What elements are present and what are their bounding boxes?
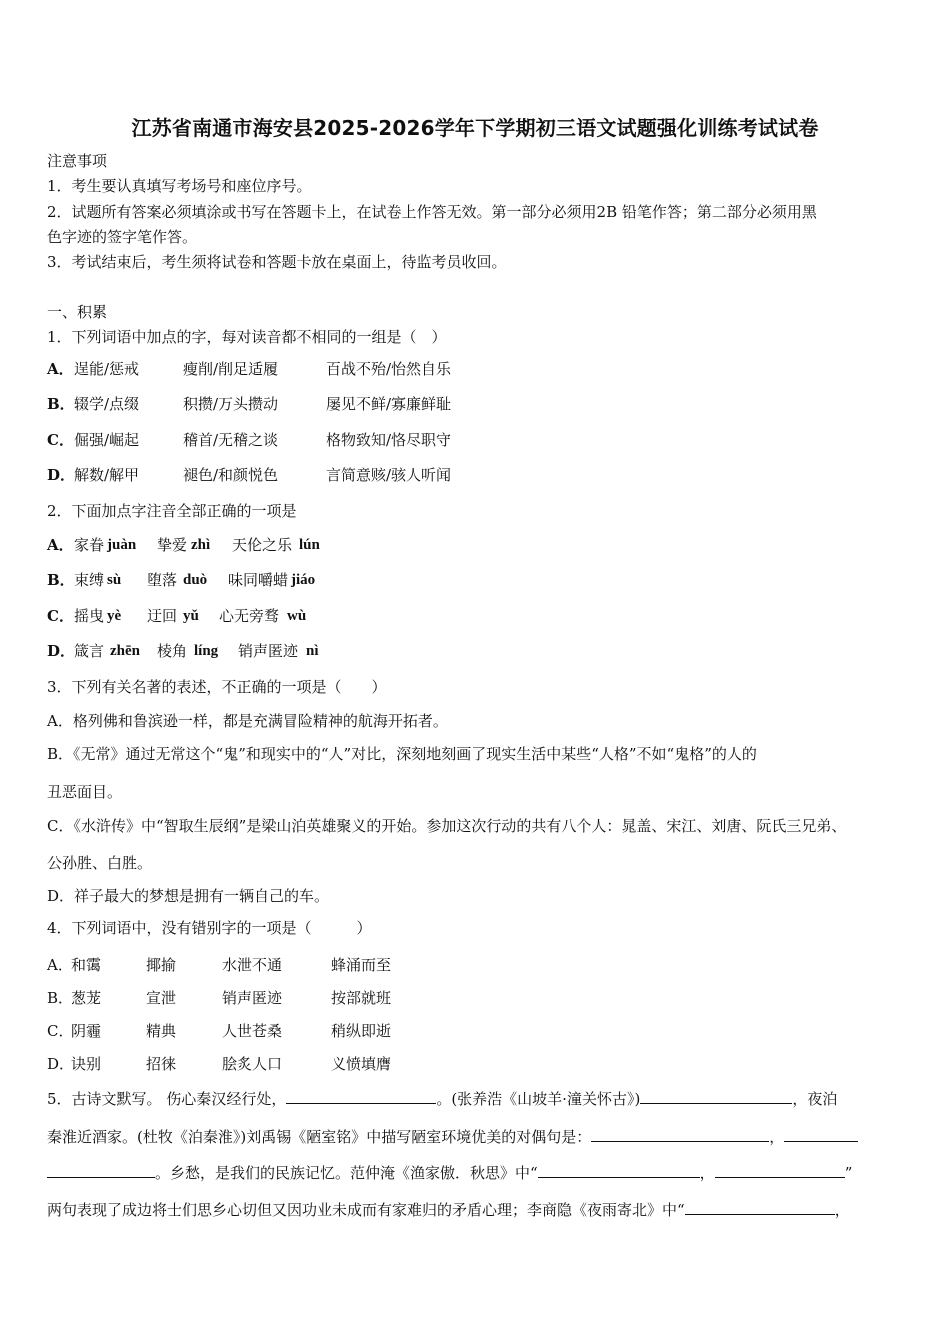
option-col: 倔强/崛起	[74, 431, 140, 449]
q3-option-b: B．《无常》通过无常这个“鬼”和现实中的“人”对比，深刻地刻画了现实生活中某些“人格”不如“鬼格”的人的	[47, 745, 757, 763]
option-label: C．	[47, 1022, 74, 1040]
option-word: 味同嚼蜡	[228, 571, 289, 589]
option-col: 褪色/和颜悦色	[183, 466, 279, 484]
option-col: 按部就班	[331, 989, 392, 1007]
option-pinyin: yè	[107, 608, 122, 624]
option-pinyin: zhì	[191, 537, 211, 553]
option-col: 逞能/惩戒	[74, 360, 140, 378]
notice-item-2-cont: 色字迹的签字笔作答。	[47, 228, 198, 246]
page-title: 江苏省南通市海安县2025-2026学年下学期初三语文试题强化训练考试试卷	[131, 116, 819, 140]
option-label: C．	[47, 431, 74, 449]
option-label: D．	[47, 466, 76, 484]
q5-text: 秦淮近酒家。(杜牧《泊秦淮》)刘禹锡《陋室铭》中描写陋室环境优美的对偶句是：	[47, 1128, 592, 1146]
option-col: 水泄不通	[222, 956, 283, 974]
option-word: 棱角	[157, 642, 188, 660]
q4-option-a	[47, 955, 392, 975]
answer-blank[interactable]	[640, 1089, 792, 1104]
option-col: 阴霾	[71, 1022, 102, 1040]
option-pinyin: duò	[183, 572, 208, 588]
q5-text: 两句表现了成边将士们思乡心切但又因功业未成而有家难归的矛盾心理；李商隐《夜雨寄北》中“	[47, 1201, 685, 1219]
option-word: 家眷	[74, 536, 105, 554]
q5-text: ，	[699, 1164, 715, 1182]
option-word: 天伦之乐	[232, 536, 293, 554]
option-word: 心无旁骛	[219, 607, 280, 625]
option-col: 销声匿迹	[222, 989, 283, 1007]
section-heading: 一、积累	[47, 303, 108, 321]
q1-option-c	[47, 430, 452, 450]
option-word: 迂回	[147, 607, 178, 625]
q3-stem: 3．下列有关名著的表述，不正确的一项是（ ）	[47, 678, 387, 696]
q5-text: 5．古诗文默写。 伤心秦汉经行处，	[47, 1090, 287, 1108]
answer-blank[interactable]	[538, 1163, 700, 1178]
q2-option-a	[47, 535, 320, 555]
q5-line-2	[47, 1127, 858, 1147]
answer-blank[interactable]	[591, 1127, 769, 1142]
option-col: 宣泄	[146, 989, 177, 1007]
option-col: 稍纵即逝	[331, 1022, 392, 1040]
q1-stem: 1．下列词语中加点的字，每对读音都不相同的一组是（ ）	[47, 328, 447, 346]
option-col: 精典	[146, 1022, 177, 1040]
option-col: 和霭	[71, 956, 102, 974]
q5-text: 。(张养浩《山坡羊·潼关怀古》)	[436, 1090, 641, 1108]
option-pinyin: zhēn	[110, 643, 140, 659]
option-col: 义愤填膺	[331, 1055, 392, 1073]
q5-text: ，	[769, 1128, 785, 1146]
answer-blank[interactable]	[685, 1200, 835, 1215]
option-col: 脍炙人口	[222, 1055, 283, 1073]
option-pinyin: yǔ	[183, 608, 199, 624]
q3-option-d: D．祥子最大的梦想是拥有一辆自己的车。	[47, 887, 330, 905]
q5-line-1	[47, 1089, 837, 1109]
option-word: 挚爱	[157, 536, 188, 554]
option-label: B．	[47, 989, 74, 1007]
option-label: B．	[47, 395, 75, 413]
option-pinyin: juàn	[107, 537, 137, 553]
option-label: B．	[47, 571, 75, 589]
option-word: 摇曳	[74, 607, 105, 625]
option-label: D．	[47, 642, 76, 660]
q1-option-d	[47, 465, 452, 485]
option-col: 稽首/无稽之谈	[183, 431, 279, 449]
option-col: 辍学/点缀	[74, 395, 140, 413]
option-word: 堕落	[147, 571, 178, 589]
option-label: D．	[47, 1055, 75, 1073]
q3-option-b-cont: 丑恶面目。	[47, 783, 123, 801]
option-col: 招徕	[146, 1055, 177, 1073]
option-col: 言简意赅/骇人听闻	[326, 466, 452, 484]
option-col: 屡见不鲜/寡廉鲜耻	[326, 395, 452, 413]
option-col: 积攒/万头攒动	[183, 395, 279, 413]
option-label: A．	[47, 536, 74, 554]
option-col: 揶揄	[146, 956, 177, 974]
q3-option-c: C．《水浒传》中“智取生辰纲”是梁山泊英雄聚义的开始。参加这次行动的共有八个人：晁盖、宋江、刘唐、阮氏三兄弟、	[47, 817, 847, 835]
notice-heading: 注意事项	[47, 152, 108, 170]
option-col: 解数/解甲	[74, 466, 140, 484]
option-label: A．	[47, 956, 73, 974]
option-col: 格物致知/恪尽职守	[326, 431, 452, 449]
option-pinyin: nì	[306, 643, 319, 659]
notice-item-3: 3．考试结束后，考生须将试卷和答题卡放在桌面上，待监考员收回。	[47, 253, 507, 271]
q2-stem: 2．下面加点字注音全部正确的一项是	[47, 502, 297, 520]
q3-option-a: A．格列佛和鲁滨逊一样，都是充满冒险精神的航海开拓者。	[47, 712, 448, 730]
option-label: A．	[47, 360, 74, 378]
q5-text: 。乡愁，是我们的民族记忆。范仲淹《渔家傲．秋思》中“	[155, 1164, 538, 1182]
q5-text: ，	[834, 1201, 850, 1219]
q4-option-d	[47, 1054, 392, 1074]
q4-option-c	[47, 1021, 392, 1041]
q2-option-b	[47, 570, 316, 590]
answer-blank[interactable]	[715, 1163, 845, 1178]
q4-stem: 4．下列词语中，没有错别字的一项是（ ）	[47, 919, 372, 937]
answer-blank[interactable]	[47, 1163, 155, 1178]
q4-option-b	[47, 988, 392, 1008]
option-pinyin: lún	[299, 537, 320, 553]
answer-blank[interactable]	[286, 1089, 436, 1104]
q1-option-b	[47, 394, 452, 414]
option-col: 瘦削/削足适履	[183, 360, 279, 378]
option-col: 蜂涌而至	[331, 956, 392, 974]
option-col: 人世苍桑	[222, 1022, 283, 1040]
option-col: 百战不殆/怡然自乐	[326, 360, 452, 378]
notice-item-1: 1．考生要认真填写考场号和座位序号。	[47, 177, 312, 195]
q5-text: ，夜泊	[792, 1090, 838, 1108]
option-pinyin: sù	[107, 572, 122, 588]
q5-line-4	[47, 1200, 850, 1220]
q5-line-3	[47, 1163, 852, 1183]
q2-option-d	[47, 641, 319, 661]
option-pinyin: líng	[194, 643, 219, 659]
q2-option-c	[47, 606, 307, 626]
option-word: 销声匿迹	[238, 642, 299, 660]
option-label: C．	[47, 607, 74, 625]
option-pinyin: jiáo	[291, 572, 316, 588]
answer-blank[interactable]	[784, 1127, 858, 1142]
q1-option-a	[47, 359, 452, 379]
notice-item-2: 2．试题所有答案必须填涂或书写在答题卡上，在试卷上作答无效。第一部分必须用2B 铅笔作答；第二部分必须用黑	[47, 203, 817, 221]
option-word: 箴言	[74, 642, 105, 660]
option-pinyin: wù	[287, 608, 307, 624]
option-col: 诀别	[71, 1055, 102, 1073]
q5-text: ”	[844, 1164, 853, 1182]
option-word: 束缚	[74, 571, 105, 589]
option-col: 葱茏	[71, 989, 102, 1007]
q3-option-c-cont: 公孙胜、白胜。	[47, 854, 153, 872]
